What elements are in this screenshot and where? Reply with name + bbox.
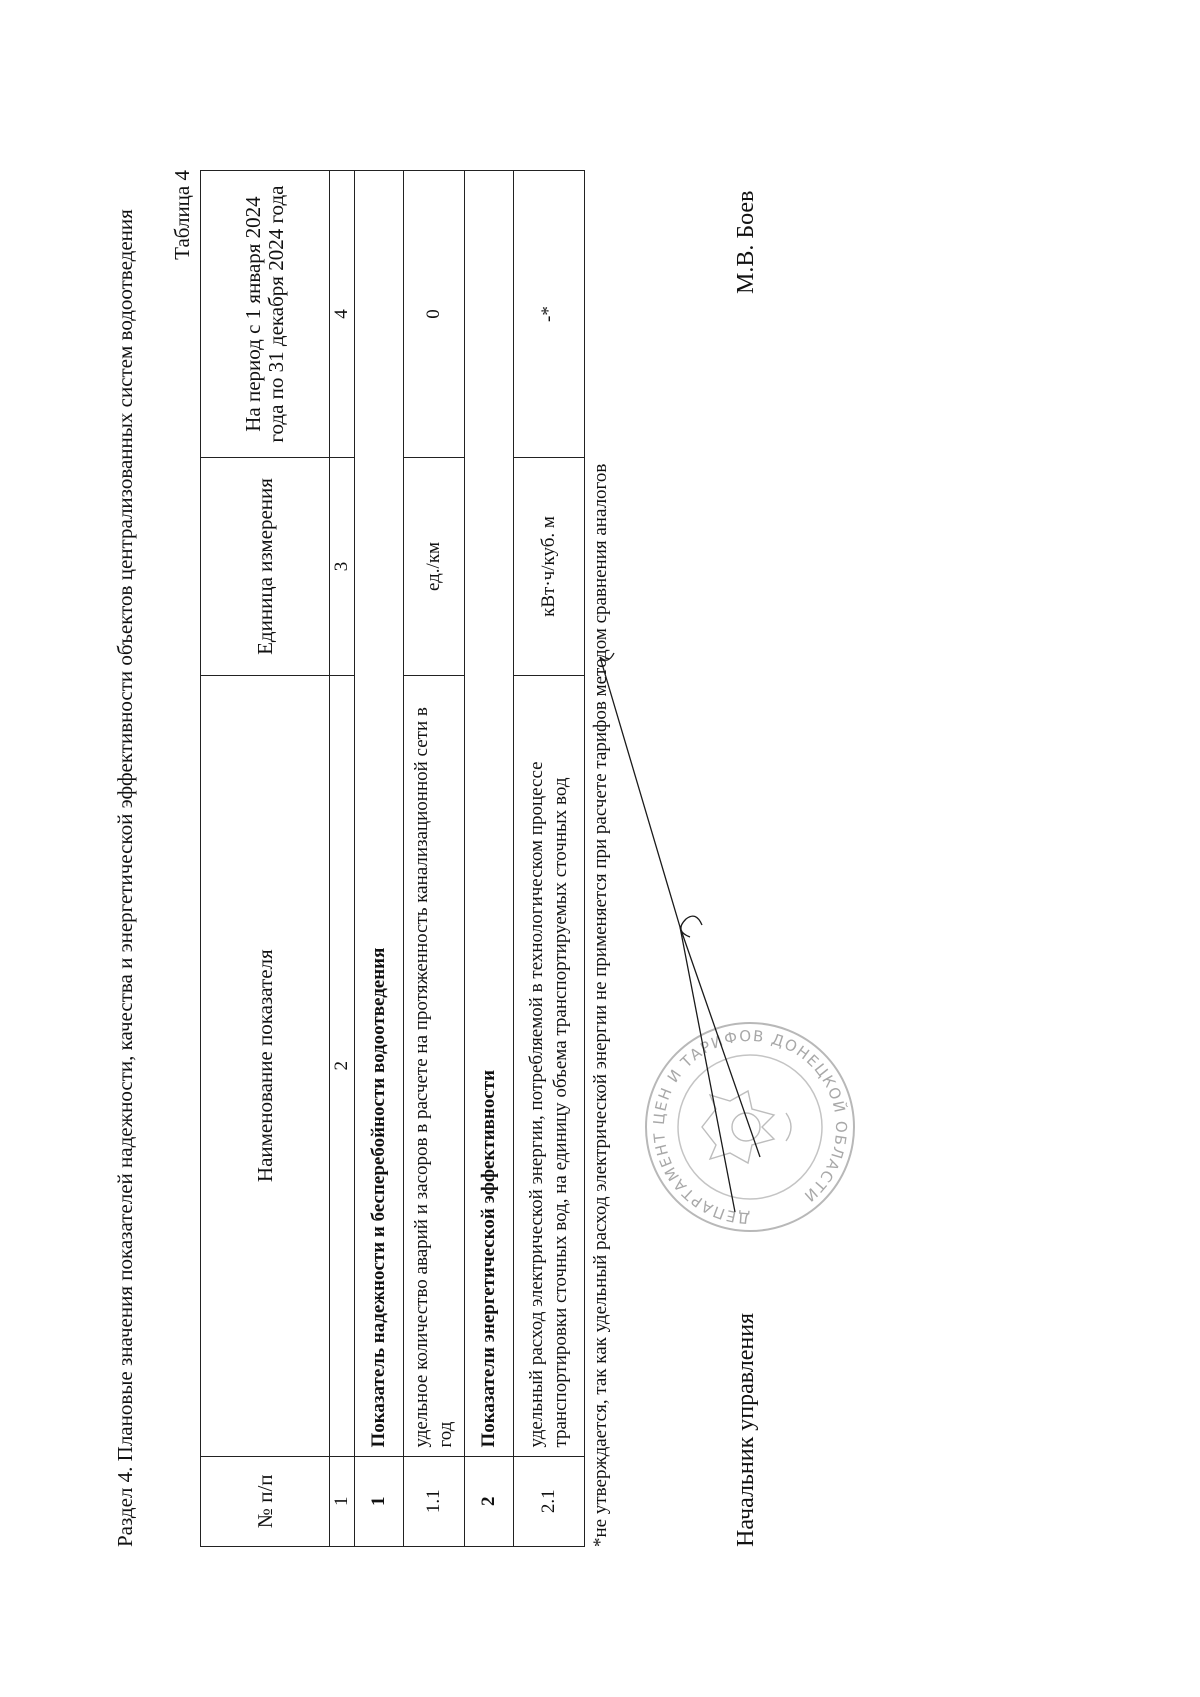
header-num: № п/п [201,1456,330,1546]
row-num: 1 [355,1456,404,1546]
header-name: Наименование показателя [201,675,330,1456]
header-unit: Единица измерения [201,458,330,676]
column-number: 4 [330,171,355,458]
row-unit: ед./км [404,458,465,676]
header-period: На период с 1 января 2024 года по 31 декабря 2024 года [201,171,330,458]
row-unit: кВт·ч/куб. м [514,458,585,676]
row-num: 2 [465,1456,514,1546]
signature-name: М.В. Боев [733,190,759,294]
section-title: Показатели энергетической эффективности [465,171,514,1457]
section-heading: Раздел 4. Плановые значения показателей надежности, качества и энергетической эффективности объектов централизованных систем водоотведения [113,209,137,1547]
row-value: 0 [404,171,465,458]
stamp-text: ДЕПАРТАМЕНТ ЦЕН И ТАРИФОВ ДОНЕЦКОЙ ОБЛАСТИ [649,1026,851,1228]
row-num: 1.1 [404,1456,465,1546]
row-num: 2.1 [514,1456,585,1546]
column-number: 2 [330,675,355,1456]
row-name: удельный расход электрической энергии, потребляемой в технологическом процессе транспортировки сточных вод, на единицу объема транспортируемых сточных вод [514,675,585,1456]
row-name: удельное количество аварий и засоров в расчете на протяженность канализационной сети в год [404,675,465,1456]
section-title: Показатель надежности и бесперебойности водоотведения [355,171,404,1457]
footnote: *не утверждается, так как удельный расход электрической энергии не применяется при расчете тарифов методом сравнения аналогов [590,463,611,1547]
table-caption: Таблица 4 [170,170,194,260]
signature-position: Начальник управления [733,1312,759,1547]
column-number: 3 [330,458,355,676]
row-value: -* [514,171,585,458]
column-number: 1 [330,1456,355,1546]
